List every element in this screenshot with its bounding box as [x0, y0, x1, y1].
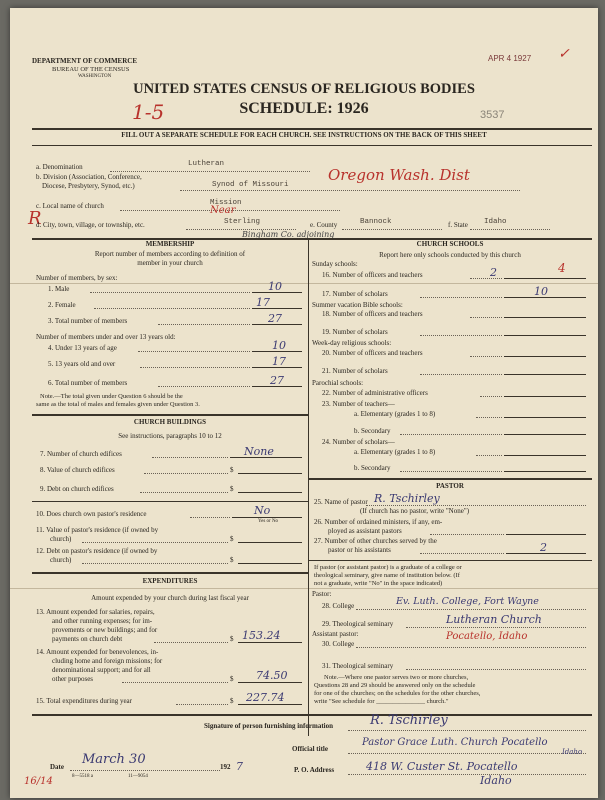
- summer-schools-label: Summer vacation Bible schools:: [312, 301, 403, 309]
- q5-over13-value[interactable]: 17: [272, 355, 286, 368]
- check-mark-icon: ✓: [558, 46, 570, 62]
- q13-label-2: and other running expenses; for im-: [52, 617, 153, 625]
- q16-value[interactable]: 2: [490, 266, 497, 279]
- q21-label: 21. Number of scholars: [322, 367, 388, 375]
- q17-label: 17. Number of scholars: [322, 290, 388, 298]
- stamp-number: 3537: [480, 109, 505, 121]
- county-hand-note: Bingham Co. adjoining: [242, 230, 335, 239]
- q15-dollar: $: [230, 697, 234, 705]
- q9-dollar: $: [230, 485, 234, 493]
- pastor-note-3: for one of the churches; on the schedules for the other churches,: [314, 690, 481, 697]
- q28-value[interactable]: Ev. Luth. College, Fort Wayne: [396, 596, 539, 607]
- official-title-label: Official title: [292, 745, 328, 753]
- q28-label: 28. College: [322, 602, 355, 610]
- q9-label: 9. Debt on church edifices: [40, 485, 114, 493]
- q1-male-label: 1. Male: [48, 285, 70, 293]
- expenditures-heading: EXPENDITURES: [142, 577, 198, 585]
- q14-label-3: denominational support; and for all: [52, 666, 151, 674]
- year-value[interactable]: 7: [236, 760, 243, 773]
- q24a-label: a. Elementary (grades 1 to 8): [354, 448, 436, 456]
- division-hand-note: Oregon Wash. Dist: [328, 166, 470, 184]
- q11-dollar: $: [230, 535, 234, 543]
- parochial-schools-label: Parochial schools:: [312, 379, 364, 387]
- official-title-value[interactable]: Pastor Grace Luth. Church Pocatello: [362, 737, 548, 748]
- q12-label-2: church): [50, 556, 72, 564]
- q8-dollar: $: [230, 466, 234, 474]
- q26-label-2: ployed as assistant pastors: [328, 527, 402, 535]
- department-label: DEPARTMENT OF COMMERCE: [32, 57, 138, 65]
- division-label-2: Diocese, Presbytery, Synod, etc.): [42, 182, 135, 190]
- q6-total-label: 6. Total number of members: [48, 379, 128, 387]
- q5-over13-label: 5. 13 years old and over: [48, 360, 116, 368]
- city-town-label: d. City, town, village, or township, etc.: [36, 221, 145, 229]
- denomination-value[interactable]: Lutheran: [188, 160, 225, 168]
- form-title: UNITED STATES CENSUS OF RELIGIOUS BODIES: [133, 81, 475, 97]
- margin-mark: R: [28, 208, 42, 229]
- schools-intro: Report here only schools conducted by this church: [379, 251, 521, 259]
- q13-label-1: 13. Amount expended for salaries, repairs,: [36, 608, 155, 616]
- county-label: e. County: [310, 221, 338, 229]
- po-address-value[interactable]: 418 W. Custer St. Pocatello: [366, 760, 518, 773]
- q25-note: (If church has no pastor, write "None"): [360, 507, 470, 515]
- membership-heading: MEMBERSHIP: [145, 240, 195, 248]
- q14-dollar: $: [230, 675, 234, 683]
- q27-value[interactable]: 2: [540, 541, 547, 554]
- census-schedule-sheet: [10, 8, 598, 798]
- q13-label-3: provements or new buildings; and for: [52, 626, 158, 634]
- buildings-heading: CHURCH BUILDINGS: [133, 418, 207, 426]
- membership-note-1: Note.—The total given under Question 6 should be the: [40, 393, 183, 400]
- q18-label: 18. Number of officers and teachers: [322, 310, 423, 318]
- q2-female-label: 2. Female: [48, 301, 76, 309]
- q10-label: 10. Does church own pastor's residence: [36, 510, 147, 518]
- q26-label-1: 26. Number of ordained ministers, if any, em-: [314, 518, 443, 526]
- date-label: Date: [50, 763, 64, 771]
- q12-dollar: $: [230, 556, 234, 564]
- q16-correction: 4: [558, 261, 566, 275]
- q19-label: 19. Number of scholars: [322, 328, 388, 336]
- q3-total-value[interactable]: 27: [268, 312, 282, 325]
- q10-value[interactable]: No: [254, 504, 271, 517]
- q24-label: 24. Number of scholars—: [322, 438, 395, 446]
- pastor-note-4: write "See schedule for _______________ church.": [314, 698, 449, 705]
- q14-label-2: cluding home and foreign missions; for: [52, 657, 163, 665]
- sunday-schools-label: Sunday schools:: [312, 260, 358, 268]
- q31-label: 31. Theological seminary: [322, 662, 394, 670]
- form-sub-number: 11—9054: [128, 774, 148, 779]
- date-value[interactable]: March 30: [82, 752, 146, 767]
- q29-value[interactable]: Lutheran Church: [446, 613, 542, 626]
- q6-total-value[interactable]: 27: [270, 374, 284, 387]
- members-by-sex-label: Number of members, by sex:: [36, 274, 118, 282]
- received-stamp-date: APR 4 1927: [488, 54, 532, 63]
- q8-label: 8. Value of church edifices: [40, 466, 115, 474]
- q15-value[interactable]: 227.74: [246, 691, 285, 704]
- q30-label: 30. College: [322, 640, 355, 648]
- bureau-label: BUREAU OF THE CENSUS: [52, 66, 130, 73]
- graduate-instruction-3: not a graduate, write "No" in the space indicated): [314, 580, 443, 587]
- q13-label-4: payments on church debt: [52, 635, 123, 643]
- q3-total-label: 3. Total number of members: [48, 317, 128, 325]
- instruction-line: FILL OUT A SEPARATE SCHEDULE FOR EACH CHURCH. SEE INSTRUCTIONS ON THE BACK OF THIS SHEET: [121, 131, 487, 139]
- q15-label: 15. Total expenditures during year: [36, 697, 132, 705]
- schedule-title: SCHEDULE: 1926: [239, 100, 369, 117]
- membership-intro-2: member in your church: [137, 259, 203, 267]
- q13-dollar: $: [230, 635, 234, 643]
- q14-label-4: other purposes: [52, 675, 94, 683]
- q29-label: 29. Theological seminary: [322, 620, 394, 628]
- q11-label-1: 11. Value of pastor's residence (if owned by: [36, 526, 159, 534]
- pastor-heading: PASTOR: [436, 482, 464, 490]
- po-address-label: P. O. Address: [294, 766, 335, 774]
- near-hand-note: Near: [210, 205, 236, 216]
- denomination-label: a. Denomination: [36, 163, 83, 171]
- q27-label-2: pastor or his assistants: [328, 546, 391, 554]
- division-label: b. Division (Association, Conference,: [36, 173, 142, 181]
- city-value[interactable]: Sterling: [224, 218, 261, 226]
- county-value[interactable]: Bannock: [360, 218, 392, 226]
- q1-male-value[interactable]: 10: [268, 280, 282, 293]
- signature-value[interactable]: R. Tschirley: [370, 713, 448, 728]
- q27-label-1: 27. Number of other churches served by the: [314, 537, 437, 545]
- q23a-label: a. Elementary (grades 1 to 8): [354, 410, 436, 418]
- official-title-value-2: Idaho: [562, 748, 583, 756]
- pastor-note-1: Note.—Where one pastor serves two or more churches,: [324, 674, 469, 681]
- q2-female-value[interactable]: 17: [256, 296, 270, 309]
- q4-under13-value[interactable]: 10: [272, 339, 286, 352]
- city-label: WASHINGTON: [78, 74, 112, 79]
- local-name-value[interactable]: Mission: [210, 199, 242, 207]
- buildings-sub: See instructions, paragraphs 10 to 12: [118, 432, 222, 440]
- membership-intro-1: Report number of members according to definition of: [94, 250, 246, 258]
- q11-label-2: church): [50, 535, 72, 543]
- corner-mark: 16/14: [24, 776, 53, 787]
- graduate-instruction-1: If pastor (or assistant pastor) is a graduate of a college or: [314, 564, 462, 571]
- q14-value[interactable]: 74.50: [256, 669, 288, 682]
- q16-label: 16. Number of officers and teachers: [322, 271, 423, 279]
- yes-no-hint: Yes or No: [258, 519, 279, 524]
- po-address-value-2: Idaho: [480, 774, 512, 787]
- assistant-pastor-subheading: Assistant pastor:: [312, 630, 359, 638]
- division-value[interactable]: Synod of Missouri: [212, 181, 289, 189]
- hand-mark: 1-5: [132, 100, 165, 124]
- q20-label: 20. Number of officers and teachers: [322, 349, 423, 357]
- state-value[interactable]: Idaho: [484, 218, 507, 226]
- q4-under13-label: 4. Under 13 years of age: [48, 344, 117, 352]
- q25-value[interactable]: R. Tschirley: [374, 492, 440, 505]
- q7-label: 7. Number of church edifices: [40, 450, 122, 458]
- q22-label: 22. Number of administrative officers: [322, 389, 428, 397]
- local-name-label: c. Local name of church: [36, 202, 104, 210]
- expenditures-sub: Amount expended by your church during last fiscal year: [91, 594, 249, 602]
- graduate-instruction-2: theological seminary, give name of institution below. (If: [314, 572, 460, 579]
- q30-value[interactable]: Pocatello, Idaho: [446, 631, 528, 642]
- year-label: 192: [220, 763, 231, 771]
- membership-note-2: same as the total of males and females given under Question 3.: [36, 401, 200, 408]
- pastor-subheading: Pastor:: [312, 590, 332, 598]
- q23-label: 23. Number of teachers—: [322, 400, 395, 408]
- members-over13-label: Number of members under and over 13 years old:: [36, 333, 176, 341]
- q23b-label: b. Secondary: [354, 427, 391, 435]
- signature-label: Signature of person furnishing information: [204, 722, 333, 730]
- schools-heading: CHURCH SCHOOLS: [416, 240, 484, 248]
- q25-label: 25. Name of pastor: [314, 498, 368, 506]
- q12-label-1: 12. Debt on pastor's residence (if owned by: [36, 547, 158, 555]
- q24b-label: b. Secondary: [354, 464, 391, 472]
- q13-value[interactable]: 153.24: [242, 629, 281, 642]
- weekday-schools-label: Week-day religious schools:: [312, 339, 392, 347]
- q14-label-1: 14. Amount expended for benevolences, in-: [36, 648, 159, 656]
- pastor-note-2: Questions 28 and 29 should be answered only on the schedule: [314, 682, 476, 689]
- state-label: f. State: [448, 221, 468, 229]
- form-number: 8—5518 a: [72, 774, 93, 779]
- q17-value[interactable]: 10: [534, 285, 548, 298]
- q7-value[interactable]: None: [244, 445, 274, 458]
